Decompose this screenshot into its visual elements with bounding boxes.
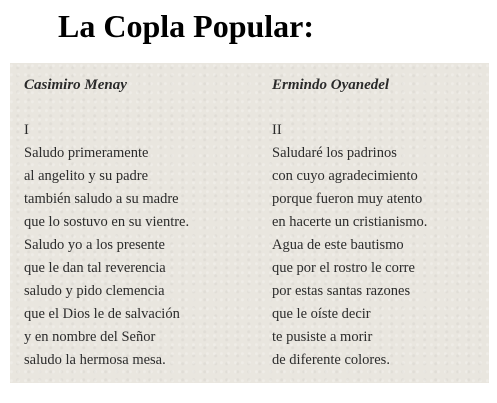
verse-line: que por el rostro le corre [272, 260, 415, 276]
poem-author: Ermindo Oyanedel [272, 77, 390, 93]
verse-line: con cuyo agradecimiento [272, 168, 418, 184]
verse-line: que le oíste decir [272, 306, 371, 322]
stanza-numeral: I [24, 122, 29, 138]
poem-ermindo-oyanedel [272, 75, 487, 372]
verse-line: Agua de este bautismo [272, 237, 404, 253]
verse-line: que lo sostuvo en su vientre. [24, 214, 190, 230]
stanza-numeral: II [272, 122, 282, 138]
poem-casimiro-menay [24, 75, 254, 372]
verse-line: saludo la hermosa mesa. [24, 352, 166, 368]
verse-line: que el Dios le de salvación [24, 306, 180, 322]
verse-line: por estas santas razones [272, 283, 411, 299]
verse-line: Saludo yo a los presente [24, 237, 165, 253]
verse-line: Saludo primeramente [24, 145, 149, 161]
verse-line: en hacerte un cristianismo. [272, 214, 428, 230]
verse-line: Saludaré los padrinos [272, 145, 397, 161]
verse-line: de diferente colores. [272, 352, 390, 368]
verse-line: saludo y pido clemencia [24, 283, 165, 299]
verse-line: al angelito y su padre [24, 168, 149, 184]
poem-panel [10, 63, 489, 383]
verse-line: porque fueron muy atento [272, 191, 423, 207]
verse-line: y en nombre del Señor [24, 329, 156, 345]
poem-author: Casimiro Menay [24, 77, 127, 93]
verse-line: te pusiste a morir [272, 329, 373, 345]
verse-line: también saludo a su madre [24, 191, 179, 207]
page-title: La Copla Popular: [58, 8, 315, 44]
verse-line: que le dan tal reverencia [24, 260, 166, 276]
